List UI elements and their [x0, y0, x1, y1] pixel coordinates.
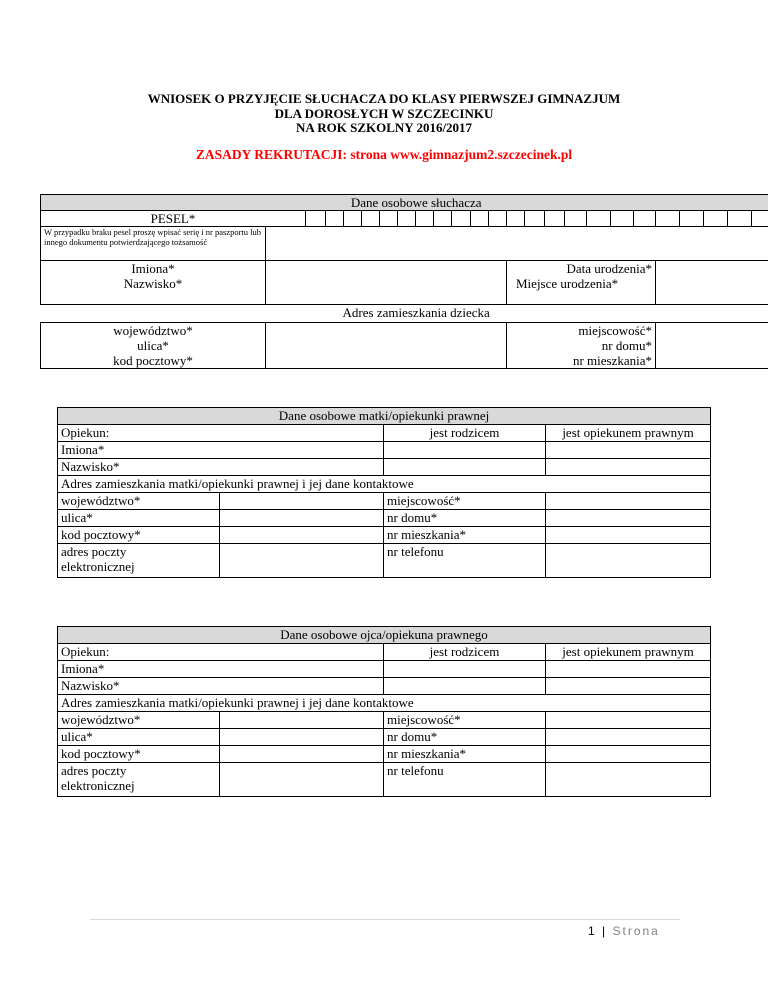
father-last-name-label: Nazwisko* — [58, 678, 384, 695]
birth-place-label: Miejsce urodzenia* — [516, 276, 619, 291]
house-no-label: nr domu* — [601, 338, 652, 353]
recruitment-rules-link[interactable]: ZASADY REKRUTACJI: strona www.gimnazjum2.szczecinek.pl — [195, 147, 573, 162]
pesel-digit[interactable] — [398, 211, 416, 227]
mother-street-field[interactable] — [220, 510, 384, 527]
pesel-digit[interactable] — [452, 211, 471, 227]
father-email-label — [58, 763, 220, 797]
pesel-digit[interactable] — [728, 211, 752, 227]
student-data-table — [40, 194, 768, 369]
pesel-digit[interactable] — [380, 211, 398, 227]
father-house-no-field[interactable] — [546, 729, 711, 746]
page-number: 1 — [588, 924, 597, 938]
pesel-digit[interactable] — [634, 211, 656, 227]
father-first-name-field[interactable] — [384, 661, 546, 678]
street-label: ulica* — [137, 338, 169, 353]
pesel-digit[interactable] — [565, 211, 587, 227]
footer-divider — [90, 919, 680, 920]
father-voivodeship-label: województwo* — [58, 712, 220, 729]
mother-street-label: ulica* — [58, 510, 220, 527]
pesel-digit[interactable] — [362, 211, 380, 227]
postal-code-label: kod pocztowy* — [113, 353, 193, 368]
father-is-parent-option[interactable]: jest rodzicem — [384, 644, 546, 661]
father-postal-code-field[interactable] — [220, 746, 384, 763]
father-phone-label: nr telefonu — [384, 763, 546, 797]
father-email-field[interactable] — [220, 763, 384, 797]
mother-first-name-field[interactable] — [384, 442, 546, 459]
father-apartment-no-label: nr mieszkania* — [384, 746, 546, 763]
mother-apartment-no-label: nr mieszkania* — [384, 527, 546, 544]
email-label-line-1: adres poczty — [61, 544, 127, 559]
pesel-digit[interactable] — [416, 211, 434, 227]
pesel-digit[interactable] — [752, 211, 768, 227]
pesel-digit[interactable] — [507, 211, 525, 227]
mother-data-table — [57, 407, 711, 578]
father-section-title: Dane osobowe ojca/opiekuna prawnego — [58, 627, 711, 644]
father-data-table — [57, 626, 711, 797]
father-house-no-label: nr domu* — [384, 729, 546, 746]
father-city-label: miejscowość* — [384, 712, 546, 729]
student-address-title: Adres zamieszkania dziecka — [41, 305, 768, 323]
voivodeship-label: województwo* — [113, 323, 193, 338]
student-section-title: Dane osobowe słuchacza — [41, 195, 768, 211]
mother-email-field[interactable] — [220, 544, 384, 578]
mother-phone-label: nr telefonu — [384, 544, 546, 578]
first-name-label: Imiona* — [131, 261, 175, 276]
mother-address-title: Adres zamieszkania matki/opiekunki prawnej i jej dane kontaktowe — [58, 476, 711, 493]
birth-date-label: Data urodzenia* — [566, 261, 652, 276]
pesel-note: W przypadku braku pesel proszę wpisać serię i nr paszportu lub innego dokumentu potwierdzającego tożsamość — [41, 227, 266, 261]
pesel-digit[interactable] — [306, 211, 326, 227]
page-footer — [588, 924, 660, 938]
mother-house-no-label: nr domu* — [384, 510, 546, 527]
mother-email-label — [58, 544, 220, 578]
email-label-line-2: elektronicznej — [61, 778, 135, 793]
mother-last-name-field[interactable] — [384, 459, 546, 476]
father-is-legal-guardian-option[interactable]: jest opiekunem prawnym — [546, 644, 711, 661]
form-title-line-2: DLA DOROSŁYCH W SZCZECINKU — [274, 106, 494, 121]
page-label: Strona — [612, 924, 660, 938]
pesel-digit[interactable] — [587, 211, 611, 227]
pesel-digit[interactable] — [704, 211, 728, 227]
pesel-digit[interactable] — [434, 211, 452, 227]
last-name-label: Nazwisko* — [123, 276, 183, 291]
birth-field[interactable] — [656, 261, 768, 305]
mother-is-legal-guardian-option[interactable]: jest opiekunem prawnym — [546, 425, 711, 442]
form-title-line-1: WNIOSEK O PRZYJĘCIE SŁUCHACZA DO KLASY PIERWSZEJ GIMNAZJUM — [147, 91, 621, 106]
pesel-digit[interactable] — [680, 211, 704, 227]
pesel-label: PESEL* — [41, 211, 306, 227]
father-last-name-field-2[interactable] — [546, 678, 711, 695]
student-address-labels-right — [507, 323, 656, 369]
mother-phone-field[interactable] — [546, 544, 711, 578]
mother-house-no-field[interactable] — [546, 510, 711, 527]
pesel-digit[interactable] — [326, 211, 344, 227]
pesel-digit[interactable] — [344, 211, 362, 227]
mother-postal-code-field[interactable] — [220, 527, 384, 544]
pesel-digit[interactable] — [471, 211, 489, 227]
father-postal-code-label: kod pocztowy* — [58, 746, 220, 763]
mother-section-title: Dane osobowe matki/opiekunki prawnej — [58, 408, 711, 425]
student-address-field-right[interactable] — [656, 323, 768, 369]
pesel-digit[interactable] — [545, 211, 565, 227]
pesel-digit[interactable] — [525, 211, 545, 227]
father-address-title: Adres zamieszkania matki/opiekunki prawnej i jej dane kontaktowe — [58, 695, 711, 712]
father-street-field[interactable] — [220, 729, 384, 746]
mother-first-name-label: Imiona* — [58, 442, 384, 459]
father-guardian-label: Opiekun: — [58, 644, 384, 661]
birth-labels — [507, 261, 656, 305]
footer-separator: | — [602, 924, 608, 938]
pesel-digit[interactable] — [611, 211, 634, 227]
mother-last-name-field-2[interactable] — [546, 459, 711, 476]
father-apartment-no-field[interactable] — [546, 746, 711, 763]
id-document-field[interactable] — [266, 227, 768, 261]
student-address-field-left[interactable] — [266, 323, 507, 369]
city-label: miejscowość* — [578, 323, 652, 338]
pesel-digit[interactable] — [656, 211, 680, 227]
father-street-label: ulica* — [58, 729, 220, 746]
email-label-line-2: elektronicznej — [61, 559, 135, 574]
father-city-field[interactable] — [546, 712, 711, 729]
pesel-digit[interactable] — [489, 211, 507, 227]
mother-guardian-label: Opiekun: — [58, 425, 384, 442]
mother-city-label: miejscowość* — [384, 493, 546, 510]
mother-apartment-no-field[interactable] — [546, 527, 711, 544]
father-voivodeship-field[interactable] — [220, 712, 384, 729]
father-phone-field[interactable] — [546, 763, 711, 797]
student-address-labels-left — [41, 323, 266, 369]
student-name-field[interactable] — [266, 261, 507, 305]
mother-voivodeship-field[interactable] — [220, 493, 384, 510]
apartment-no-label: nr mieszkania* — [572, 353, 652, 368]
mother-first-name-field-2[interactable] — [546, 442, 711, 459]
father-first-name-field-2[interactable] — [546, 661, 711, 678]
father-first-name-label: Imiona* — [58, 661, 384, 678]
mother-last-name-label: Nazwisko* — [58, 459, 384, 476]
mother-city-field[interactable] — [546, 493, 711, 510]
email-label-line-1: adres poczty — [61, 763, 127, 778]
student-name-labels — [41, 261, 266, 305]
father-last-name-field[interactable] — [384, 678, 546, 695]
form-title-line-3: NA ROK SZKOLNY 2016/2017 — [295, 120, 473, 135]
mother-voivodeship-label: województwo* — [58, 493, 220, 510]
mother-postal-code-label: kod pocztowy* — [58, 527, 220, 544]
mother-is-parent-option[interactable]: jest rodzicem — [384, 425, 546, 442]
